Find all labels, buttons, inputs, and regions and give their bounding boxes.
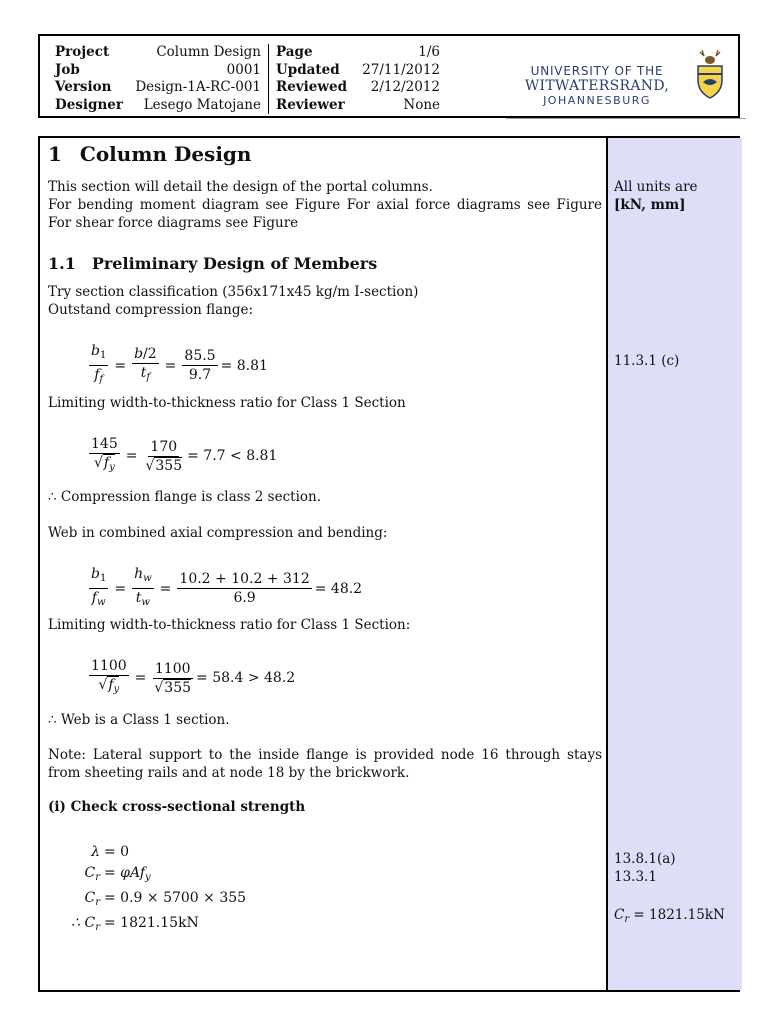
subsection-heading: 1.1 Preliminary Design of Members <box>48 254 378 273</box>
header-value: None <box>403 96 440 113</box>
header-label: Job <box>55 61 80 78</box>
web-class-conclusion: ∴ Web is a Class 1 section. <box>48 712 230 728</box>
intro-text: This section will detail the design of the portal columns. <box>48 179 433 195</box>
lateral-support-note: Note: Lateral support to the inside flange is provided node 16 through stays from sheeting rails and at node 18 by the brickwork. <box>48 747 602 781</box>
header-value: Column Design <box>156 44 261 60</box>
flange-class-conclusion: ∴ Compression flange is class 2 section. <box>48 489 322 505</box>
university-logo <box>506 50 726 114</box>
header-label: Updated <box>276 61 340 78</box>
header-label: Page <box>276 44 313 60</box>
limiting-ratio-text: Limiting width-to-thickness ratio for Class 1 Section <box>48 395 406 411</box>
document-header <box>38 34 740 118</box>
header-value: 27/11/2012 <box>362 61 440 78</box>
logo-underline <box>506 118 746 119</box>
web-limit-equation: $\frac{1100}{√f_y}$ = $\frac{1100}{√355}$ = 58.4 > 48.2 <box>91 658 296 696</box>
web-check-text: Web in combined axial compression and bending: <box>48 525 388 541</box>
header-project-info <box>55 44 261 114</box>
logo-line-1: UNIVERSITY OF THE <box>530 64 664 78</box>
flange-ratio-equation: $\frac{b_1}{f_f}$ = $\frac{b/2}{t_f}$ = $\frac{85.5}{9.7}$ = 8.81 <box>91 343 268 385</box>
header-value: 2/12/2012 <box>370 79 440 95</box>
logo-line-3: JOHANNESBURG <box>543 94 651 107</box>
header-label: Project <box>55 44 110 60</box>
flange-limit-equation: $\frac{145}{√f_y}$ = $\frac{170}{√355}$ = 7.7 < 8.81 <box>91 436 278 474</box>
clause-reference: 13.3.1 <box>614 869 657 885</box>
header-label: Reviewer <box>276 96 345 113</box>
calculation-sheet <box>38 136 740 992</box>
clause-reference: 13.8.1(a) <box>614 851 676 867</box>
clause-reference: 11.3.1 (c) <box>614 353 680 369</box>
limiting-ratio-text-2: Limiting width-to-thickness ratio for Class 1 Section: <box>48 617 411 633</box>
outstand-text: Outstand compression flange: <box>48 302 254 318</box>
header-label: Designer <box>55 96 123 113</box>
logo-line-2: WITWATERSRAND, <box>524 78 670 94</box>
units-label: All units are <box>614 179 698 195</box>
header-divider <box>268 44 269 114</box>
header-page-info <box>276 44 440 114</box>
sidebar-result: $C_r = 1821.15kN$ <box>614 907 725 925</box>
header-label: Version <box>55 79 112 95</box>
header-value: 1/6 <box>418 44 440 60</box>
check-heading: (i) Check cross-sectional strength <box>48 799 306 815</box>
header-value: Design-1A-RC-001 <box>135 79 261 95</box>
web-ratio-equation: $\frac{b_1}{f_w}$ = $\frac{h_w}{t_w}$ = $\frac{10.2 + 10.2 + 312}{6.9}$ = 48.2 <box>91 566 363 608</box>
header-value: Lesego Matojane <box>143 96 261 113</box>
header-value: 0001 <box>226 61 261 78</box>
section-heading: 1 Column Design <box>48 142 252 166</box>
header-label: Reviewed <box>276 79 348 95</box>
figure-reference-text: For bending moment diagram see Figure For axial force diagrams see Figure For shear force diagrams see Figure <box>48 197 602 231</box>
section-trial-text: Try section classification (356x171x45 kg/m I-section) <box>48 284 419 300</box>
units-value: [kN, mm] <box>614 197 686 213</box>
strength-equation-block: λ = 0 $C_r$ = φAf$_y$ $C_r$ = 0.9 × 5700 × 355 ∴ $C_r$ = 1821.15kN <box>71 844 247 933</box>
crest-icon <box>694 50 726 100</box>
